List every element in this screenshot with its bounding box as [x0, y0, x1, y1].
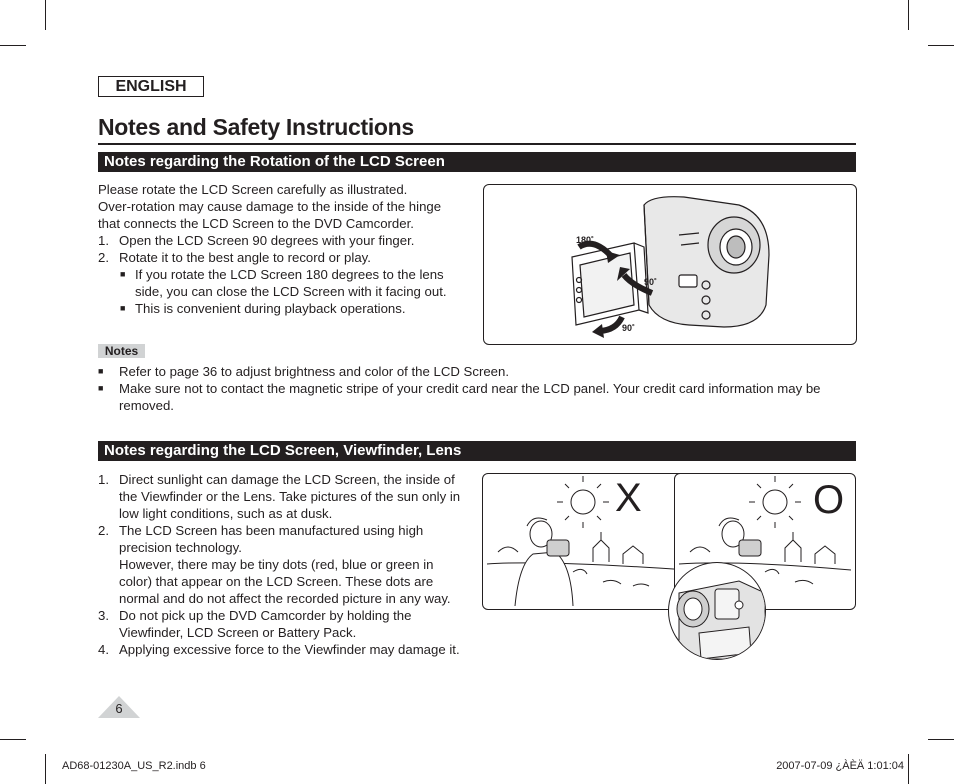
crop-mark — [908, 754, 909, 784]
section2-body — [98, 471, 478, 658]
section-heading-lcd-rotation: Notes regarding the Rotation of the LCD Screen — [98, 152, 856, 172]
step-item: 1. Open the LCD Screen 90 degrees with your finger. — [98, 233, 415, 248]
camcorder-rotation-figure — [483, 184, 857, 345]
list-item: 1. Direct sunlight can damage the LCD Screen, the inside of the Viewfinder or the Lens. Take pictures of the sun only in low light conditions, such as at dusk. — [98, 472, 461, 521]
title-rule — [98, 143, 856, 145]
sub-bullet-item: ■ This is convenient during playback operations. — [120, 301, 406, 316]
sub-bullet-item: ■ If you rotate the LCD Screen 180 degrees to the lens side, you can close the LCD Screen with it facing out. — [120, 267, 447, 299]
crop-mark — [45, 0, 46, 30]
crop-mark — [0, 45, 26, 46]
crop-mark — [0, 739, 26, 740]
page-title: Notes and Safety Instructions — [98, 114, 414, 140]
crop-mark — [928, 45, 954, 46]
step-item: 2. Rotate it to the best angle to record or play. — [98, 250, 371, 265]
notes-tag: Notes — [98, 344, 145, 358]
footer-timestamp: 2007-07-09 ¿ÀÈÄ 1:01:04 — [776, 760, 904, 772]
note-item: ■ Make sure not to contact the magnetic stripe of your credit card near the LCD panel. Your credit card information may be removed. — [98, 381, 821, 413]
intro-line: Please rotate the LCD Screen carefully as illustrated. — [98, 182, 408, 197]
list-item: 3. Do not pick up the DVD Camcorder by holding the Viewfinder, LCD Screen or Battery Pack. — [98, 608, 412, 640]
note-item: ■ Refer to page 36 to adjust brightness and color of the LCD Screen. — [98, 364, 509, 379]
wrong-mark: X — [615, 476, 642, 520]
footer-file: AD68-01230A_US_R2.indb 6 — [62, 760, 206, 772]
section-heading-lcd-viewfinder-lens: Notes regarding the LCD Screen, Viewfinder, Lens — [98, 441, 856, 461]
page-number: 6 — [115, 701, 123, 716]
notes-list — [98, 363, 858, 414]
page-number-tab — [98, 696, 140, 718]
crop-mark — [928, 739, 954, 740]
viewfinder-zoom-detail — [668, 562, 766, 660]
sun-wrong-figure — [482, 473, 692, 610]
intro-line: that connects the LCD Screen to the DVD Camcorder. — [98, 216, 414, 231]
language-label: ENGLISH — [98, 76, 204, 97]
camcorder-illustration — [484, 185, 856, 344]
crop-mark — [45, 754, 46, 784]
list-item: 2. The LCD Screen has been manufactured using high precision technology. However, there may be tiny dots (red, blue or green in color) that appear on the LCD Screen. These dots are normal and do not affect the recorded picture in any way. — [98, 523, 451, 606]
angle-label: 90˚ — [644, 277, 658, 287]
list-item: 4. Applying excessive force to the Viewfinder may damage it. — [98, 642, 460, 657]
angle-label: 90˚ — [622, 323, 636, 333]
correct-mark: O — [813, 478, 845, 522]
crop-mark — [908, 0, 909, 30]
angle-label: 180˚ — [576, 235, 595, 245]
intro-line: Over-rotation may cause damage to the inside of the hinge — [98, 199, 442, 214]
section1-body — [98, 181, 478, 317]
